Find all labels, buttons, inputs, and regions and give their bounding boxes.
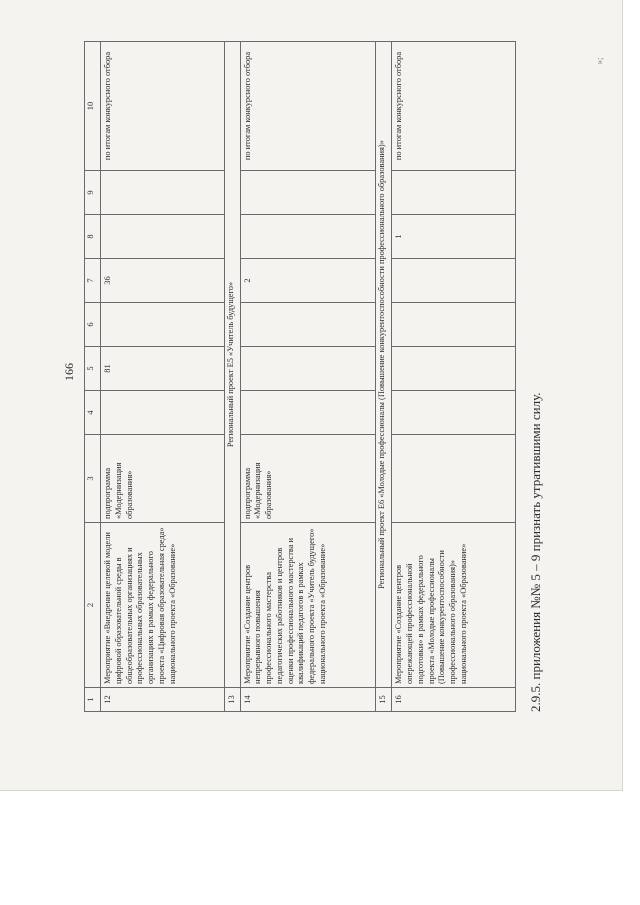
value-cell [240, 391, 376, 435]
activity-cell: Мероприятие «Создание центров опережающей профессиональной подготовки» в рамках федерального проекта «Молодые профессионалы (Повышение конкурентоспособности профессионального образования)» национального проекта «Образование» [392, 523, 516, 688]
value-cell: 1 [392, 215, 516, 259]
col-header-3: 3 [85, 435, 101, 523]
activity-cell: Мероприятие «Внедрение целевой модели цифровой образовательной среды в общеобразовательных организациях и профессиональных образовательных организациях в рамках федерального проекта «Цифровая образовательная среда» национального проекта «Образование» [101, 523, 225, 688]
section-row [376, 42, 392, 712]
note-cell: по итогам конкурсного отбора [392, 42, 516, 171]
col-header-1: 1 [85, 688, 101, 712]
value-cell [392, 347, 516, 391]
col-header-9: 9 [85, 171, 101, 215]
col-header-4: 4 [85, 391, 101, 435]
value-cell [101, 215, 225, 259]
data-table [84, 41, 516, 712]
value-cell: 36 [101, 259, 225, 303]
col-header-2: 2 [85, 523, 101, 688]
closing-quote-mark: »; [594, 57, 605, 65]
value-cell [240, 303, 376, 347]
col-header-10: 10 [85, 42, 101, 171]
section-title: Региональный проект Е5 «Учитель будущего» [224, 42, 240, 688]
value-cell [101, 391, 225, 435]
row-number: 16 [392, 688, 516, 712]
row-number: 15 [376, 688, 392, 712]
section-title: Региональный проект Е6 «Молодые профессионалы (Повышение конкурентоспособности профессионального образования)» [376, 42, 392, 688]
section-row [224, 42, 240, 712]
value-cell [240, 215, 376, 259]
note-cell: по итогам конкурсного отбора [101, 42, 225, 171]
program-cell: подпрограмма «Модернизация образования» [101, 435, 225, 523]
program-cell [392, 435, 516, 523]
table-row [101, 42, 225, 712]
rotated-page-content [60, 42, 605, 712]
value-cell: 2 [240, 259, 376, 303]
row-number: 14 [240, 688, 376, 712]
value-cell [101, 171, 225, 215]
value-cell [240, 171, 376, 215]
col-header-5: 5 [85, 347, 101, 391]
value-cell [101, 303, 225, 347]
value-cell [392, 391, 516, 435]
value-cell [392, 171, 516, 215]
value-cell [392, 259, 516, 303]
program-cell: подпрограмма «Модернизация образования» [240, 435, 376, 523]
value-cell: 81 [101, 347, 225, 391]
note-cell: по итогам конкурсного отбора [240, 42, 376, 171]
col-header-8: 8 [85, 215, 101, 259]
value-cell [240, 347, 376, 391]
table-row [240, 42, 376, 712]
page-number: 166 [62, 363, 76, 381]
value-cell [392, 303, 516, 347]
table-row [392, 42, 516, 712]
footer-note: 2.9.5. приложения №№ 5 – 9 признать утратившими силу. [528, 392, 543, 712]
header-row [85, 42, 101, 712]
row-number: 12 [101, 688, 225, 712]
row-number: 13 [224, 688, 240, 712]
activity-cell: Мероприятие «Создание центров непрерывного повышения профессионального мастерства педагогических работников и центров оценки профессионального мастерства и квалификаций педагогов в рамках федерального проекта «Учитель будущего» национального проекта «Образование» [240, 523, 376, 688]
col-header-6: 6 [85, 303, 101, 347]
col-header-7: 7 [85, 259, 101, 303]
